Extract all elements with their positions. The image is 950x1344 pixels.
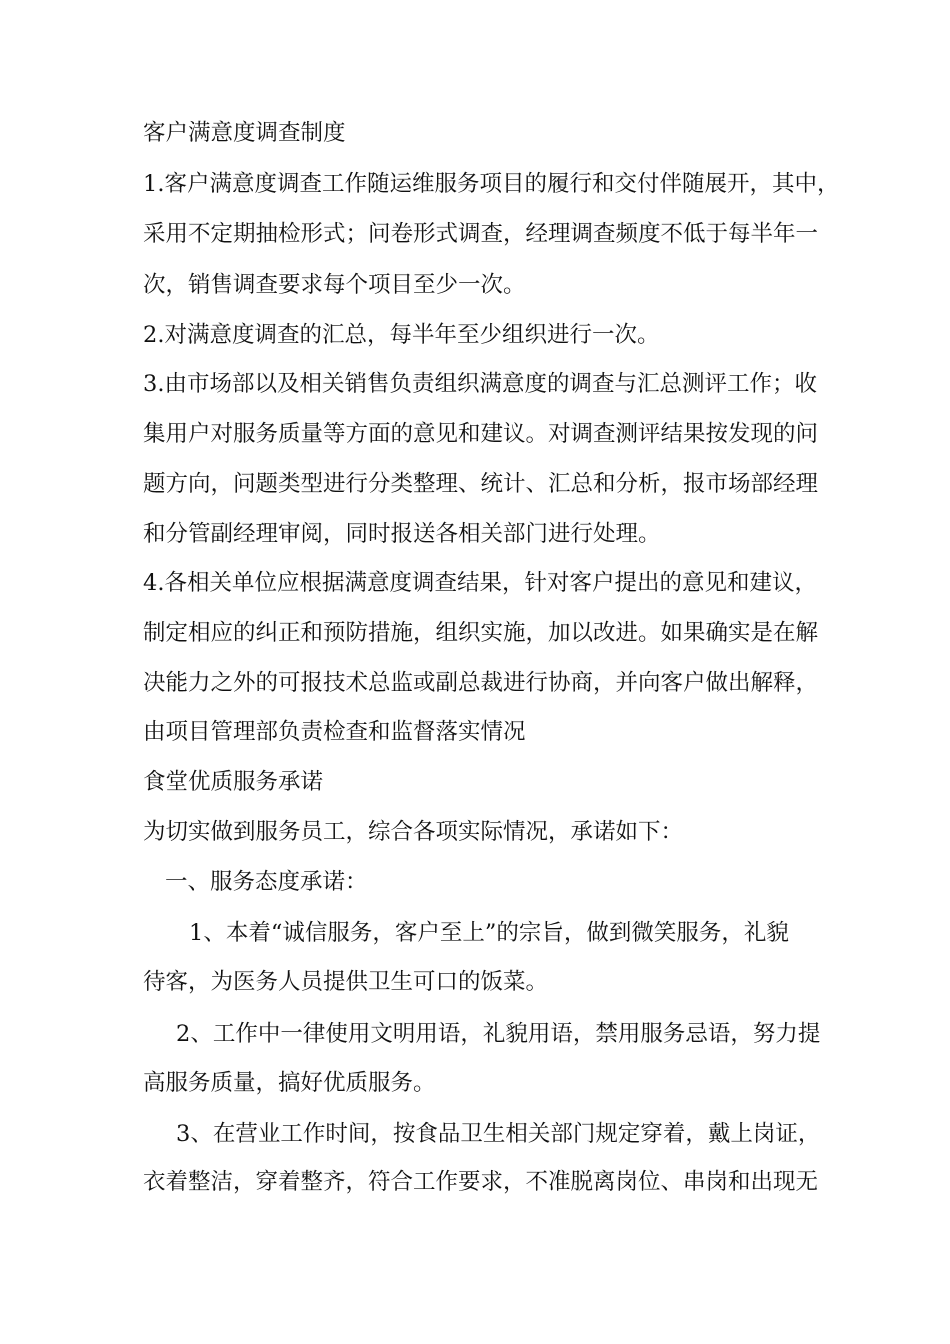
section-title-satisfaction-survey: 客户满意度调查制度 bbox=[143, 120, 346, 146]
paragraph-line: 采用不定期抽检形式；问卷形式调查，经理调查频度不低于每半年一 bbox=[143, 221, 819, 247]
paragraph-line: 由项目管理部负责检查和监督落实情况 bbox=[143, 719, 526, 745]
paragraph-line: 题方向，问题类型进行分类整理、统计、汇总和分析，报市场部经理 bbox=[143, 471, 819, 497]
list-item-line: 待客，为医务人员提供卫生可口的饭菜。 bbox=[143, 969, 549, 995]
paragraph-line: 制定相应的纠正和预防措施，组织实施，加以改进。如果确实是在解 bbox=[143, 620, 819, 646]
list-item-line: 3、在营业工作时间，按食品卫生相关部门规定穿着，戴上岗证， bbox=[176, 1121, 821, 1147]
paragraph-line: 集用户对服务质量等方面的意见和建议。对调查测评结果按发现的问 bbox=[143, 421, 819, 447]
paragraph-line: 为切实做到服务员工，综合各项实际情况，承诺如下： bbox=[143, 819, 684, 845]
list-item-line: 高服务质量，搞好优质服务。 bbox=[143, 1070, 436, 1096]
paragraph-line: 3.由市场部以及相关销售负责组织满意度的调查与汇总测评工作；收 bbox=[143, 371, 817, 397]
section-title-canteen-promise: 食堂优质服务承诺 bbox=[143, 769, 324, 795]
list-item-line: 1、本着“诚信服务，客户至上”的宗旨，做到微笑服务，礼貌 bbox=[189, 920, 789, 946]
paragraph-line: 2.对满意度调查的汇总，每半年至少组织进行一次。 bbox=[143, 322, 660, 348]
paragraph-line: 1.客户满意度调查工作随运维服务项目的履行和交付伴随展开，其中， bbox=[143, 171, 840, 197]
list-item-line: 衣着整洁，穿着整齐，符合工作要求，不准脱离岗位、串岗和出现无 bbox=[143, 1169, 819, 1195]
paragraph-line: 决能力之外的可报技术总监或副总裁进行协商，并向客户做出解释， bbox=[143, 670, 819, 696]
list-item-line: 2、工作中一律使用文明用语，礼貌用语，禁用服务忌语，努力提 bbox=[176, 1021, 821, 1047]
paragraph-line: 和分管副经理审阅，同时报送各相关部门进行处理。 bbox=[143, 521, 661, 547]
subsection-heading: 一、服务态度承诺： bbox=[165, 869, 368, 895]
paragraph-line: 4.各相关单位应根据满意度调查结果，针对客户提出的意见和建议， bbox=[143, 570, 817, 596]
paragraph-line: 次，销售调查要求每个项目至少一次。 bbox=[143, 272, 526, 298]
